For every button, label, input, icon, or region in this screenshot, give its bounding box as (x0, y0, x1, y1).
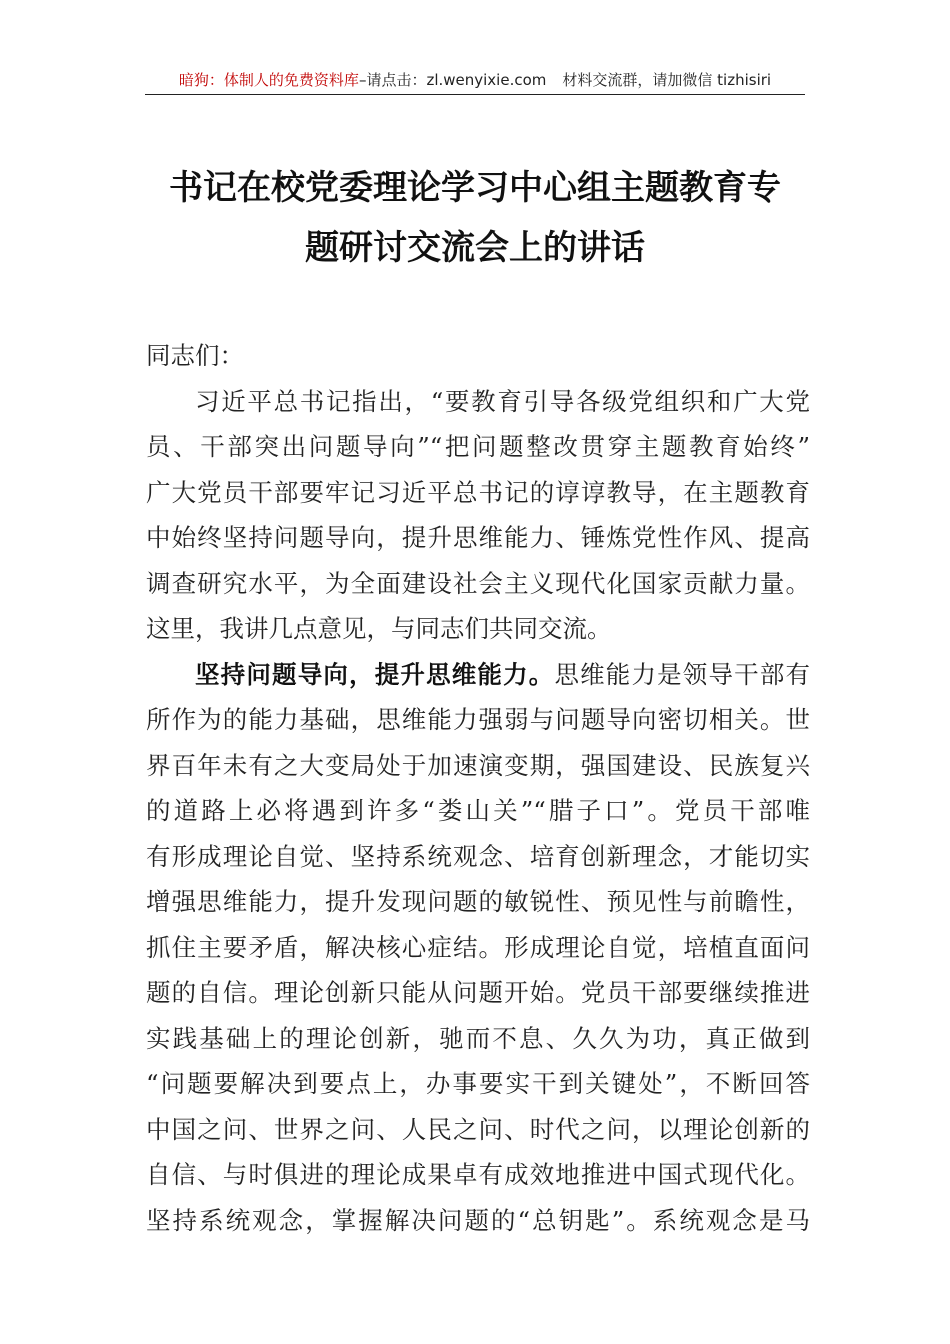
paragraph-1-line: 习近平总书记指出，“要教育引导各级党组织和广大党 (195, 386, 810, 416)
paragraph-2-line: 的道路上必将遇到许多“娄山关”“腊子口”。党员干部唯 (146, 796, 810, 825)
paragraph-1-line: 调查研究水平，为全面建设社会主义现代化国家贡献力量。 (146, 568, 810, 598)
paragraph-2-first-text: 思维能力是领导干部有 (554, 659, 811, 689)
paragraph-1-line: 员、干部突出问题导向”“把问题整改贯穿主题教育始终” (146, 432, 810, 461)
paragraph-2-line: “问题要解决到要点上，办事要实干到关键处”，不断回答 (146, 1069, 810, 1098)
paragraph-1-line: 这里，我讲几点意见，与同志们共同交流。 (146, 614, 612, 643)
paragraph-1-line: 广大党员干部要牢记习近平总书记的谆谆教导，在主题教育 (146, 477, 810, 507)
section-heading: 坚持问题导向，提升思维能力。 (195, 659, 555, 689)
header-link-prefix: –请点击： (358, 71, 427, 89)
paragraph-2-line: 界百年未有之大变局处于加速演变期，强国建设、民族复兴 (146, 750, 810, 780)
paragraph-1-line: 中始终坚持问题导向，提升思维能力、锤炼党性作风、提高 (146, 523, 810, 552)
header-url-link[interactable]: zl.wenyixie.com (426, 71, 547, 89)
paragraph-2-line: 题的自信。理论创新只能从问题开始。党员干部要继续推进 (146, 978, 810, 1007)
paragraph-2-first-line (146, 652, 810, 698)
paragraph-2-line: 中国之问、世界之问、人民之问、时代之问，以理论创新的 (146, 1114, 810, 1144)
salutation: 同志们： (146, 341, 244, 370)
paragraph-2-line: 自信、与时俱进的理论成果卓有成效地推进中国式现代化。 (146, 1160, 810, 1189)
document-body (146, 333, 810, 1243)
paragraph-2-line: 增强思维能力，提升发现问题的敏锐性、预见性与前瞻性， (146, 887, 810, 916)
paragraph-2-line: 有形成理论自觉、坚持系统观念、培育创新理念，才能切实 (146, 841, 810, 871)
page-header (145, 66, 805, 95)
header-group-note: 材料交流群，请加微信 tizhisiri (562, 71, 772, 89)
document-title (130, 158, 820, 278)
paragraph-2-line: 所作为的能力基础，思维能力强弱与问题导向密切相关。世 (146, 705, 810, 734)
header-brand: 暗狗：体制人的免费资料库 (178, 71, 359, 89)
paragraph-2-line: 抓住主要矛盾，解决核心症结。形成理论自觉，培植直面问 (146, 932, 810, 962)
title-line-2: 题研讨交流会上的讲话 (305, 228, 645, 268)
title-line-1: 书记在校党委理论学习中心组主题教育专 (169, 168, 781, 208)
paragraph-2-line: 坚持系统观念，掌握解决问题的“总钥匙”。系统观念是马 (146, 1205, 810, 1235)
paragraph-2-line: 实践基础上的理论创新，驰而不息、久久为功，真正做到 (146, 1023, 810, 1053)
